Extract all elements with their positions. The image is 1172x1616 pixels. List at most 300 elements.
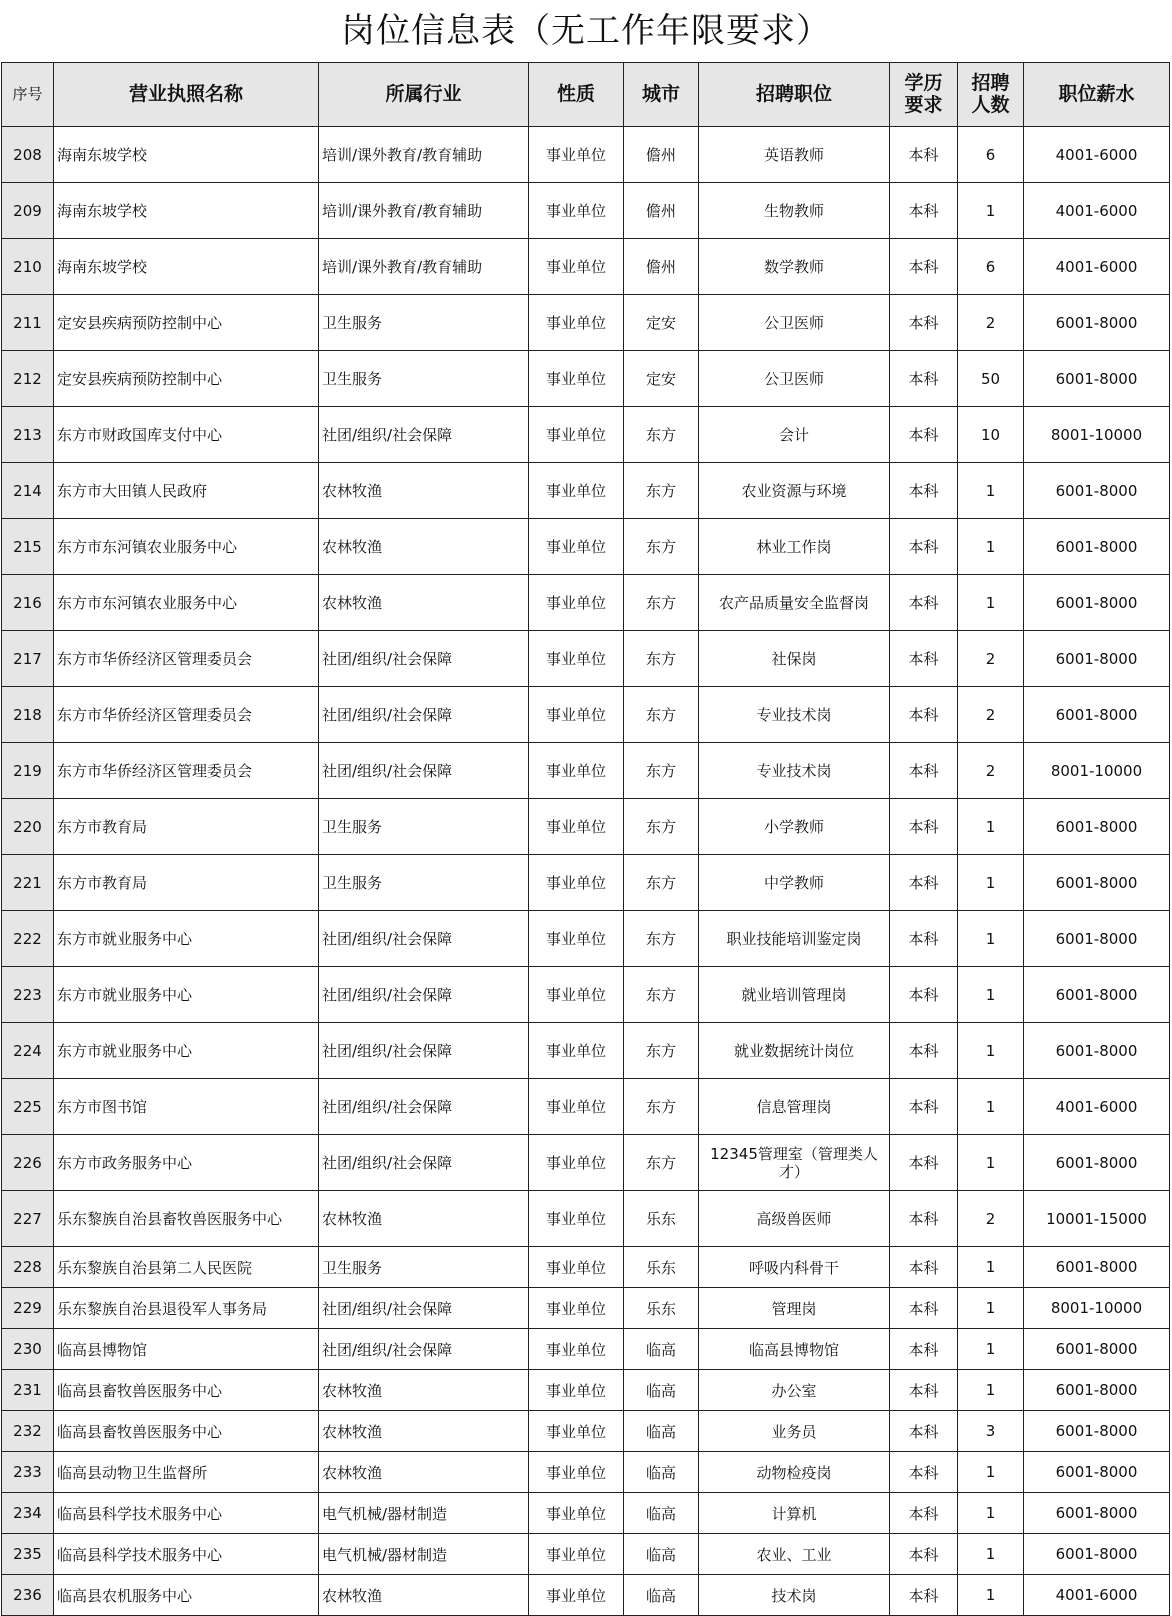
cell-nature: 事业单位 <box>529 631 624 687</box>
cell-salary: 10001-15000 <box>1024 1191 1170 1247</box>
cell-education: 本科 <box>890 687 958 743</box>
cell-industry: 农林牧渔 <box>319 1452 529 1493</box>
cell-company: 临高县农机服务中心 <box>54 1575 319 1616</box>
cell-industry: 电气机械/器材制造 <box>319 1493 529 1534</box>
cell-salary: 8001-10000 <box>1024 1288 1170 1329</box>
col-header-position: 招聘职位 <box>699 63 890 127</box>
cell-index: 224 <box>2 1023 54 1079</box>
cell-nature: 事业单位 <box>529 1191 624 1247</box>
cell-nature: 事业单位 <box>529 239 624 295</box>
cell-education: 本科 <box>890 799 958 855</box>
cell-industry: 社团/组织/社会保障 <box>319 687 529 743</box>
cell-salary: 6001-8000 <box>1024 519 1170 575</box>
cell-education: 本科 <box>890 1452 958 1493</box>
cell-education: 本科 <box>890 127 958 183</box>
table-row <box>2 239 1170 295</box>
cell-salary: 4001-6000 <box>1024 239 1170 295</box>
cell-salary: 6001-8000 <box>1024 799 1170 855</box>
cell-count: 1 <box>958 1452 1024 1493</box>
cell-salary: 6001-8000 <box>1024 351 1170 407</box>
cell-salary: 6001-8000 <box>1024 1493 1170 1534</box>
cell-salary: 6001-8000 <box>1024 911 1170 967</box>
cell-nature: 事业单位 <box>529 519 624 575</box>
cell-company: 乐东黎族自治县畜牧兽医服务中心 <box>54 1191 319 1247</box>
cell-index: 230 <box>2 1329 54 1370</box>
cell-count: 6 <box>958 127 1024 183</box>
cell-city: 儋州 <box>624 127 699 183</box>
cell-salary: 6001-8000 <box>1024 1247 1170 1288</box>
cell-nature: 事业单位 <box>529 1534 624 1575</box>
col-header-industry: 所属行业 <box>319 63 529 127</box>
cell-company: 临高县畜牧兽医服务中心 <box>54 1411 319 1452</box>
cell-index: 234 <box>2 1493 54 1534</box>
cell-city: 儋州 <box>624 183 699 239</box>
cell-company: 临高县科学技术服务中心 <box>54 1493 319 1534</box>
table-row <box>2 1247 1170 1288</box>
cell-nature: 事业单位 <box>529 799 624 855</box>
cell-count: 1 <box>958 1329 1024 1370</box>
table-row <box>2 1191 1170 1247</box>
cell-company: 临高县博物馆 <box>54 1329 319 1370</box>
cell-industry: 社团/组织/社会保障 <box>319 743 529 799</box>
cell-position: 生物教师 <box>699 183 890 239</box>
table-row <box>2 351 1170 407</box>
cell-company: 临高县畜牧兽医服务中心 <box>54 1370 319 1411</box>
cell-salary: 6001-8000 <box>1024 463 1170 519</box>
cell-nature: 事业单位 <box>529 1023 624 1079</box>
cell-index: 226 <box>2 1135 54 1191</box>
table-row <box>2 967 1170 1023</box>
cell-position: 农业、工业 <box>699 1534 890 1575</box>
cell-nature: 事业单位 <box>529 295 624 351</box>
table-row <box>2 631 1170 687</box>
cell-industry: 卫生服务 <box>319 295 529 351</box>
cell-city: 东方 <box>624 575 699 631</box>
cell-education: 本科 <box>890 519 958 575</box>
cell-nature: 事业单位 <box>529 967 624 1023</box>
cell-index: 221 <box>2 855 54 911</box>
table-row <box>2 1135 1170 1191</box>
cell-city: 定安 <box>624 351 699 407</box>
cell-education: 本科 <box>890 1191 958 1247</box>
cell-city: 东方 <box>624 855 699 911</box>
cell-count: 1 <box>958 463 1024 519</box>
cell-index: 220 <box>2 799 54 855</box>
cell-index: 222 <box>2 911 54 967</box>
cell-nature: 事业单位 <box>529 575 624 631</box>
cell-industry: 社团/组织/社会保障 <box>319 911 529 967</box>
cell-index: 233 <box>2 1452 54 1493</box>
cell-nature: 事业单位 <box>529 1079 624 1135</box>
table-row <box>2 1534 1170 1575</box>
cell-education: 本科 <box>890 1288 958 1329</box>
table-row <box>2 911 1170 967</box>
cell-education: 本科 <box>890 1329 958 1370</box>
cell-position: 专业技术岗 <box>699 743 890 799</box>
cell-company: 临高县科学技术服务中心 <box>54 1534 319 1575</box>
table-row <box>2 1288 1170 1329</box>
table-row <box>2 1079 1170 1135</box>
cell-industry: 社团/组织/社会保障 <box>319 1329 529 1370</box>
cell-company: 东方市教育局 <box>54 855 319 911</box>
cell-education: 本科 <box>890 967 958 1023</box>
cell-index: 216 <box>2 575 54 631</box>
job-table <box>1 62 1170 1616</box>
table-row <box>2 855 1170 911</box>
cell-industry: 农林牧渔 <box>319 463 529 519</box>
col-header-salary: 职位薪水 <box>1024 63 1170 127</box>
cell-city: 临高 <box>624 1370 699 1411</box>
cell-industry: 卫生服务 <box>319 1247 529 1288</box>
col-header-count <box>958 63 1024 127</box>
table-row <box>2 687 1170 743</box>
cell-index: 210 <box>2 239 54 295</box>
cell-nature: 事业单位 <box>529 407 624 463</box>
cell-education: 本科 <box>890 1411 958 1452</box>
cell-salary: 6001-8000 <box>1024 631 1170 687</box>
cell-company: 东方市图书馆 <box>54 1079 319 1135</box>
cell-education: 本科 <box>890 1370 958 1411</box>
table-row <box>2 519 1170 575</box>
cell-count: 1 <box>958 183 1024 239</box>
cell-index: 232 <box>2 1411 54 1452</box>
cell-count: 1 <box>958 967 1024 1023</box>
cell-industry: 培训/课外教育/教育辅助 <box>319 239 529 295</box>
cell-count: 2 <box>958 1191 1024 1247</box>
cell-position: 农业资源与环境 <box>699 463 890 519</box>
cell-education: 本科 <box>890 911 958 967</box>
cell-count: 1 <box>958 1023 1024 1079</box>
cell-education: 本科 <box>890 463 958 519</box>
col-header-city: 城市 <box>624 63 699 127</box>
cell-city: 东方 <box>624 911 699 967</box>
cell-education: 本科 <box>890 1247 958 1288</box>
cell-salary: 6001-8000 <box>1024 855 1170 911</box>
cell-salary: 4001-6000 <box>1024 1575 1170 1616</box>
cell-city: 东方 <box>624 1023 699 1079</box>
cell-city: 东方 <box>624 519 699 575</box>
cell-index: 227 <box>2 1191 54 1247</box>
cell-index: 225 <box>2 1079 54 1135</box>
cell-index: 213 <box>2 407 54 463</box>
cell-company: 东方市华侨经济区管理委员会 <box>54 743 319 799</box>
cell-company: 东方市政务服务中心 <box>54 1135 319 1191</box>
cell-index: 214 <box>2 463 54 519</box>
cell-position: 英语教师 <box>699 127 890 183</box>
cell-position: 会计 <box>699 407 890 463</box>
table-row <box>2 1329 1170 1370</box>
cell-nature: 事业单位 <box>529 1452 624 1493</box>
table-row <box>2 1493 1170 1534</box>
cell-industry: 社团/组织/社会保障 <box>319 631 529 687</box>
cell-education: 本科 <box>890 1135 958 1191</box>
cell-position: 动物检疫岗 <box>699 1452 890 1493</box>
cell-index: 217 <box>2 631 54 687</box>
cell-count: 6 <box>958 239 1024 295</box>
cell-city: 乐东 <box>624 1247 699 1288</box>
cell-count: 1 <box>958 855 1024 911</box>
cell-company: 定安县疾病预防控制中心 <box>54 295 319 351</box>
cell-city: 东方 <box>624 1135 699 1191</box>
cell-count: 3 <box>958 1411 1024 1452</box>
cell-nature: 事业单位 <box>529 1493 624 1534</box>
col-header-index: 序号 <box>2 63 54 127</box>
table-body <box>2 127 1170 1616</box>
cell-nature: 事业单位 <box>529 743 624 799</box>
cell-position: 就业培训管理岗 <box>699 967 890 1023</box>
cell-salary: 6001-8000 <box>1024 1534 1170 1575</box>
cell-company: 东方市大田镇人民政府 <box>54 463 319 519</box>
cell-position: 12345管理室（管理类人才） <box>699 1135 890 1191</box>
table-row <box>2 1023 1170 1079</box>
cell-industry: 培训/课外教育/教育辅助 <box>319 183 529 239</box>
cell-salary: 6001-8000 <box>1024 687 1170 743</box>
cell-city: 临高 <box>624 1534 699 1575</box>
cell-industry: 社团/组织/社会保障 <box>319 1023 529 1079</box>
cell-index: 231 <box>2 1370 54 1411</box>
cell-city: 儋州 <box>624 239 699 295</box>
cell-count: 1 <box>958 1575 1024 1616</box>
col-header-count-line1: 招聘 <box>971 71 1010 94</box>
cell-nature: 事业单位 <box>529 1370 624 1411</box>
cell-industry: 社团/组织/社会保障 <box>319 407 529 463</box>
cell-nature: 事业单位 <box>529 1411 624 1452</box>
cell-count: 1 <box>958 1534 1024 1575</box>
cell-city: 东方 <box>624 743 699 799</box>
cell-industry: 卫生服务 <box>319 799 529 855</box>
cell-nature: 事业单位 <box>529 1575 624 1616</box>
cell-count: 2 <box>958 687 1024 743</box>
cell-count: 50 <box>958 351 1024 407</box>
col-header-company: 营业执照名称 <box>54 63 319 127</box>
cell-count: 1 <box>958 1247 1024 1288</box>
cell-industry: 社团/组织/社会保障 <box>319 1288 529 1329</box>
cell-education: 本科 <box>890 351 958 407</box>
cell-salary: 6001-8000 <box>1024 1370 1170 1411</box>
cell-index: 228 <box>2 1247 54 1288</box>
cell-nature: 事业单位 <box>529 855 624 911</box>
cell-count: 1 <box>958 1370 1024 1411</box>
cell-education: 本科 <box>890 1575 958 1616</box>
cell-nature: 事业单位 <box>529 1288 624 1329</box>
cell-salary: 4001-6000 <box>1024 1079 1170 1135</box>
cell-nature: 事业单位 <box>529 1135 624 1191</box>
cell-nature: 事业单位 <box>529 183 624 239</box>
cell-company: 海南东坡学校 <box>54 183 319 239</box>
cell-position: 数学教师 <box>699 239 890 295</box>
col-header-count-line2: 人数 <box>971 93 1010 116</box>
cell-city: 东方 <box>624 799 699 855</box>
cell-education: 本科 <box>890 407 958 463</box>
cell-city: 定安 <box>624 295 699 351</box>
cell-nature: 事业单位 <box>529 351 624 407</box>
cell-education: 本科 <box>890 1023 958 1079</box>
cell-count: 1 <box>958 911 1024 967</box>
cell-salary: 6001-8000 <box>1024 1411 1170 1452</box>
cell-education: 本科 <box>890 575 958 631</box>
cell-salary: 6001-8000 <box>1024 1023 1170 1079</box>
cell-position: 社保岗 <box>699 631 890 687</box>
cell-count: 1 <box>958 1288 1024 1329</box>
cell-city: 东方 <box>624 967 699 1023</box>
cell-company: 海南东坡学校 <box>54 127 319 183</box>
cell-industry: 卫生服务 <box>319 351 529 407</box>
cell-position: 中学教师 <box>699 855 890 911</box>
cell-count: 2 <box>958 743 1024 799</box>
cell-education: 本科 <box>890 855 958 911</box>
cell-industry: 社团/组织/社会保障 <box>319 1079 529 1135</box>
cell-position: 小学教师 <box>699 799 890 855</box>
cell-position: 呼吸内科骨干 <box>699 1247 890 1288</box>
cell-position: 办公室 <box>699 1370 890 1411</box>
cell-city: 临高 <box>624 1329 699 1370</box>
cell-position: 业务员 <box>699 1411 890 1452</box>
cell-industry: 农林牧渔 <box>319 519 529 575</box>
col-header-education-line2: 要求 <box>904 93 943 116</box>
table-row <box>2 1370 1170 1411</box>
cell-count: 10 <box>958 407 1024 463</box>
cell-index: 218 <box>2 687 54 743</box>
cell-city: 临高 <box>624 1452 699 1493</box>
cell-position: 公卫医师 <box>699 351 890 407</box>
cell-company: 东方市东河镇农业服务中心 <box>54 575 319 631</box>
table-header-row <box>2 63 1170 127</box>
cell-salary: 8001-10000 <box>1024 743 1170 799</box>
cell-city: 东方 <box>624 463 699 519</box>
cell-company: 临高县动物卫生监督所 <box>54 1452 319 1493</box>
cell-nature: 事业单位 <box>529 463 624 519</box>
cell-education: 本科 <box>890 1534 958 1575</box>
cell-industry: 农林牧渔 <box>319 1370 529 1411</box>
cell-count: 1 <box>958 799 1024 855</box>
cell-index: 211 <box>2 295 54 351</box>
cell-index: 219 <box>2 743 54 799</box>
cell-count: 2 <box>958 631 1024 687</box>
table-row <box>2 799 1170 855</box>
cell-industry: 农林牧渔 <box>319 1575 529 1616</box>
cell-position: 技术岗 <box>699 1575 890 1616</box>
cell-company: 东方市就业服务中心 <box>54 911 319 967</box>
cell-count: 1 <box>958 575 1024 631</box>
cell-industry: 农林牧渔 <box>319 575 529 631</box>
col-header-nature: 性质 <box>529 63 624 127</box>
cell-company: 乐东黎族自治县第二人民医院 <box>54 1247 319 1288</box>
cell-salary: 6001-8000 <box>1024 575 1170 631</box>
cell-index: 236 <box>2 1575 54 1616</box>
cell-index: 212 <box>2 351 54 407</box>
cell-company: 乐东黎族自治县退役军人事务局 <box>54 1288 319 1329</box>
cell-nature: 事业单位 <box>529 687 624 743</box>
page-title: 岗位信息表（无工作年限要求） <box>341 11 831 51</box>
cell-salary: 6001-8000 <box>1024 1329 1170 1370</box>
cell-index: 215 <box>2 519 54 575</box>
cell-city: 临高 <box>624 1411 699 1452</box>
cell-industry: 卫生服务 <box>319 855 529 911</box>
cell-salary: 6001-8000 <box>1024 967 1170 1023</box>
cell-nature: 事业单位 <box>529 1247 624 1288</box>
cell-education: 本科 <box>890 631 958 687</box>
table-row <box>2 1452 1170 1493</box>
cell-industry: 农林牧渔 <box>319 1411 529 1452</box>
cell-position: 就业数据统计岗位 <box>699 1023 890 1079</box>
cell-company: 东方市东河镇农业服务中心 <box>54 519 319 575</box>
cell-nature: 事业单位 <box>529 127 624 183</box>
cell-company: 东方市财政国库支付中心 <box>54 407 319 463</box>
cell-industry: 农林牧渔 <box>319 1191 529 1247</box>
cell-education: 本科 <box>890 1079 958 1135</box>
cell-position: 高级兽医师 <box>699 1191 890 1247</box>
cell-industry: 培训/课外教育/教育辅助 <box>319 127 529 183</box>
table-row <box>2 463 1170 519</box>
cell-count: 1 <box>958 519 1024 575</box>
cell-index: 229 <box>2 1288 54 1329</box>
cell-salary: 6001-8000 <box>1024 1135 1170 1191</box>
cell-industry: 社团/组织/社会保障 <box>319 967 529 1023</box>
cell-count: 1 <box>958 1493 1024 1534</box>
cell-company: 东方市就业服务中心 <box>54 1023 319 1079</box>
cell-count: 2 <box>958 295 1024 351</box>
cell-position: 临高县博物馆 <box>699 1329 890 1370</box>
cell-education: 本科 <box>890 295 958 351</box>
cell-city: 东方 <box>624 631 699 687</box>
cell-index: 209 <box>2 183 54 239</box>
cell-position: 信息管理岗 <box>699 1079 890 1135</box>
cell-company: 海南东坡学校 <box>54 239 319 295</box>
table-row <box>2 1411 1170 1452</box>
cell-city: 临高 <box>624 1575 699 1616</box>
cell-salary: 6001-8000 <box>1024 1452 1170 1493</box>
cell-city: 东方 <box>624 1079 699 1135</box>
cell-city: 东方 <box>624 687 699 743</box>
cell-company: 东方市就业服务中心 <box>54 967 319 1023</box>
cell-company: 定安县疾病预防控制中心 <box>54 351 319 407</box>
cell-city: 临高 <box>624 1493 699 1534</box>
cell-count: 1 <box>958 1135 1024 1191</box>
cell-company: 东方市华侨经济区管理委员会 <box>54 631 319 687</box>
col-header-education-line1: 学历 <box>904 71 943 94</box>
cell-education: 本科 <box>890 183 958 239</box>
cell-city: 东方 <box>624 407 699 463</box>
col-header-education <box>890 63 958 127</box>
table-row <box>2 183 1170 239</box>
cell-industry: 社团/组织/社会保障 <box>319 1135 529 1191</box>
cell-count: 1 <box>958 1079 1024 1135</box>
cell-education: 本科 <box>890 1493 958 1534</box>
cell-company: 东方市教育局 <box>54 799 319 855</box>
cell-position: 林业工作岗 <box>699 519 890 575</box>
cell-position: 农产品质量安全监督岗 <box>699 575 890 631</box>
table-row <box>2 295 1170 351</box>
cell-position: 计算机 <box>699 1493 890 1534</box>
cell-education: 本科 <box>890 239 958 295</box>
cell-position: 公卫医师 <box>699 295 890 351</box>
table-row <box>2 127 1170 183</box>
cell-nature: 事业单位 <box>529 1329 624 1370</box>
cell-position: 职业技能培训鉴定岗 <box>699 911 890 967</box>
cell-index: 223 <box>2 967 54 1023</box>
cell-salary: 8001-10000 <box>1024 407 1170 463</box>
cell-nature: 事业单位 <box>529 911 624 967</box>
cell-company: 东方市华侨经济区管理委员会 <box>54 687 319 743</box>
table-row <box>2 575 1170 631</box>
table-row <box>2 407 1170 463</box>
cell-city: 乐东 <box>624 1288 699 1329</box>
table-row <box>2 743 1170 799</box>
cell-industry: 电气机械/器材制造 <box>319 1534 529 1575</box>
cell-index: 235 <box>2 1534 54 1575</box>
cell-salary: 4001-6000 <box>1024 183 1170 239</box>
cell-salary: 6001-8000 <box>1024 295 1170 351</box>
